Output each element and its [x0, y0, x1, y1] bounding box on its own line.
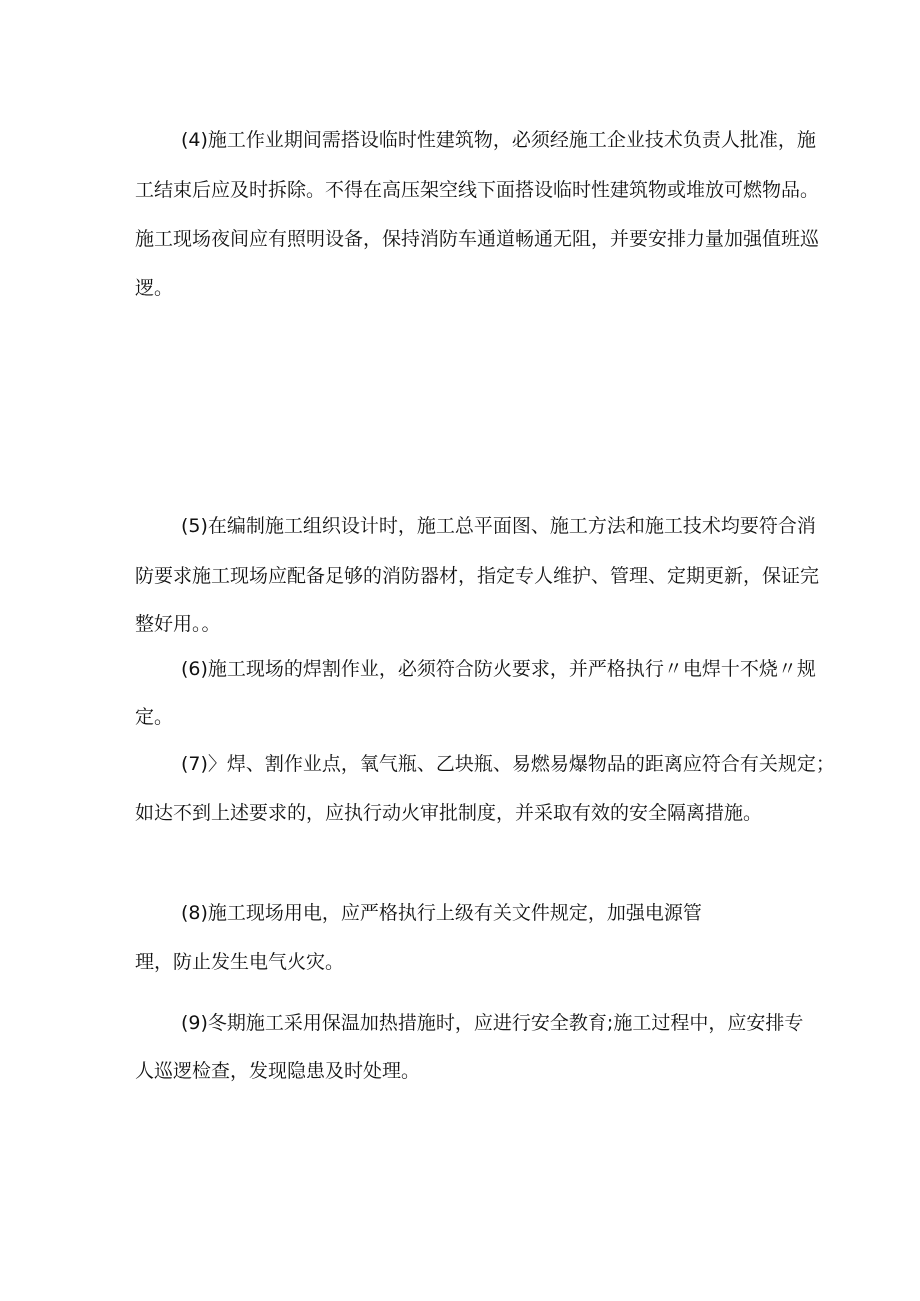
paragraph-line: 人巡逻检查，发现隐患及时处理。 [135, 1060, 421, 1082]
paragraph-line: (6)施工现场的焊割作业，必须符合防火要求，并严格执行〃电焊十不烧〃规 [181, 658, 816, 680]
paragraph-line: 定。 [135, 706, 174, 728]
paragraph-line: 施工现场夜间应有照明设备，保持消防车通道畅通无阻，并要安排力量加强值班巡 [135, 228, 820, 250]
paragraph-line: (9)冬期施工采用保温加热措施时，应进行安全教育;施工过程中，应安排专 [181, 1012, 804, 1034]
paragraph-line: 工结束后应及时拆除。不得在高压架空线下面搭设临时性建筑物或堆放可燃物品。 [135, 179, 820, 201]
paragraph-line: 逻。 [135, 277, 174, 299]
paragraph-line: 防要求施工现场应配备足够的消防器材，指定专人维护、管理、定期更新，保证完 [135, 565, 820, 587]
paragraph-line: 整好用。。 [135, 613, 221, 635]
paragraph-line: (7)〉焊、割作业点，氧气瓶、乙块瓶、易燃易爆物品的距离应符合有关规定； [181, 753, 835, 775]
paragraph-line: (8)施工现场用电，应严格执行上级有关文件规定，加强电源管 [181, 902, 702, 924]
paragraph-line: 如达不到上述要求的，应执行动火审批制度，并采取有效的安全隔离措施。 [135, 802, 763, 824]
paragraph-line: 理，防止发生电气火灾。 [135, 951, 345, 973]
paragraph-line: (4)施工作业期间需搭设临时性建筑物，必须经施工企业技术负责人批准，施 [181, 129, 816, 151]
paragraph-line: (5)在编制施工组织设计时，施工总平面图、施工方法和施工技术均要符合消 [181, 515, 816, 537]
